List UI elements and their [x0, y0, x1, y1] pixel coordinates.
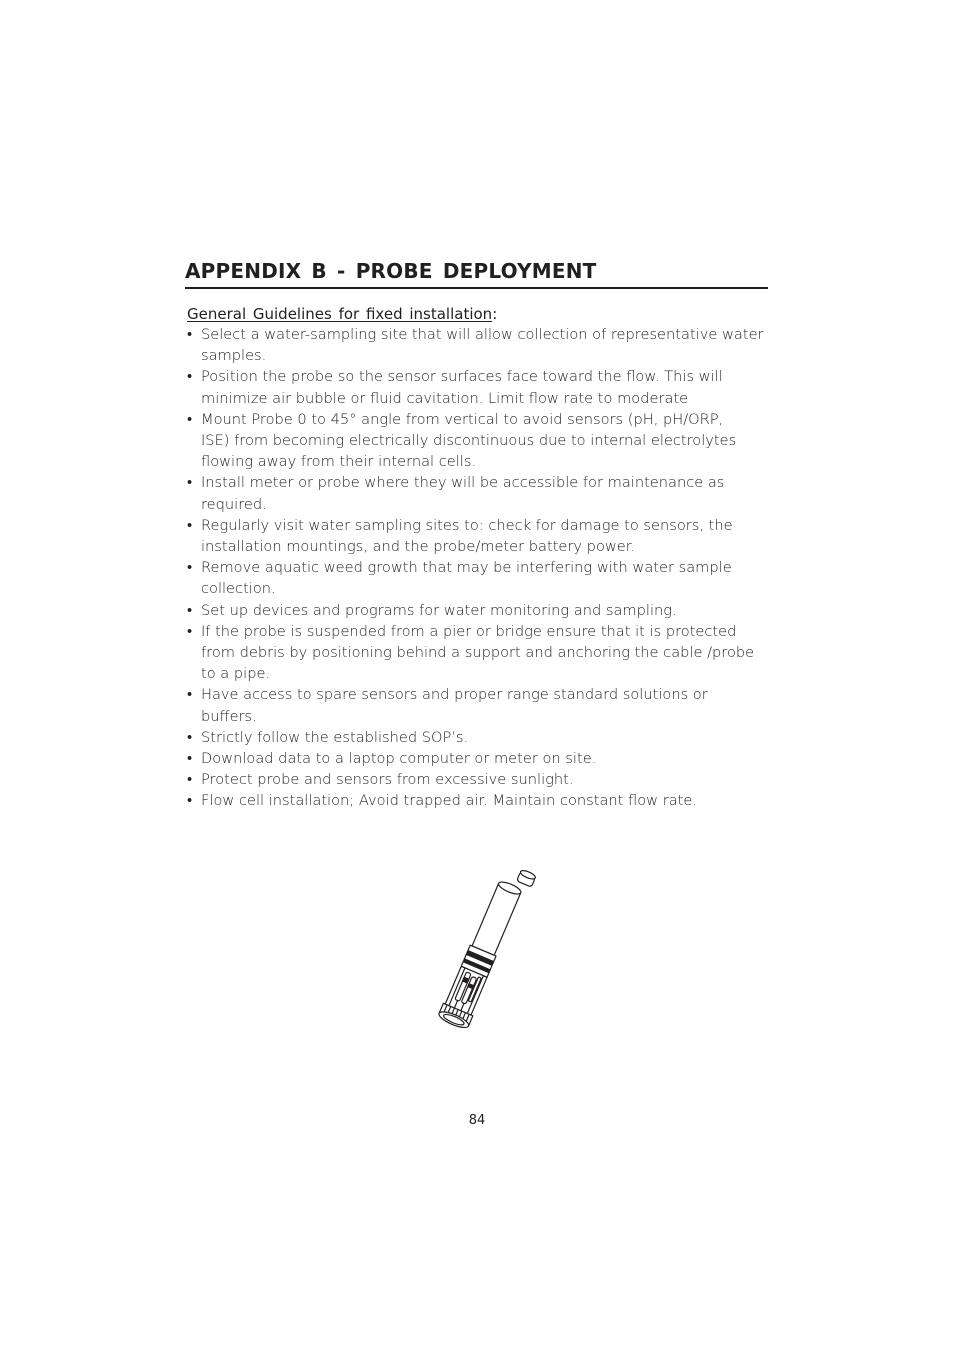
list-item-text: If the probe is suspended from a pier or bridge ensure that it is protected from debris by positioning behind a support and anchoring the cable /probe to a pipe. — [201, 622, 755, 683]
bullet-marker: • — [187, 410, 193, 428]
list-item — [187, 748, 787, 769]
bullet-marker: • — [187, 326, 193, 343]
list-item — [187, 790, 787, 811]
list-item-text: Have access to spare sensors and proper range standard solutions or buffers. — [201, 686, 708, 725]
list-item — [187, 621, 787, 685]
bullet-marker: • — [187, 601, 193, 619]
list-item — [187, 769, 787, 790]
section-subheading — [187, 304, 497, 324]
list-item-text: Set up devices and programs for water monitoring and sampling. — [201, 601, 677, 619]
list-item-text: Protect probe and sensors from excessive sunlight. — [201, 771, 574, 789]
bullet-marker: • — [187, 728, 193, 746]
list-item-text: Position the probe so the sensor surfaces face toward the flow. This will minimize air bubble or fluid cavitation. Limit flow rate to moderate — [201, 368, 723, 407]
list-item — [187, 472, 787, 514]
list-item-text: Download data to a laptop computer or meter on site. — [201, 750, 597, 768]
list-item — [187, 600, 787, 621]
bullet-marker: • — [187, 516, 193, 534]
list-item-text: Strictly follow the established SOP’s. — [201, 728, 469, 746]
list-item-text: Mount Probe 0 to 45° angle from vertical to avoid sensors (pH, pH/ORP, ISE) from becoming electrically discontinuous due to internal electrolytes flowing away from their internal cells. — [201, 410, 737, 471]
list-item — [187, 324, 787, 366]
list-item — [187, 557, 787, 599]
subheading-colon: : — [492, 305, 498, 323]
page-number: 84 — [468, 1113, 486, 1128]
list-item — [187, 684, 787, 726]
bullet-marker: • — [187, 559, 193, 577]
list-item-text: Install meter or probe where they will be accessible for maintenance as required. — [201, 474, 725, 513]
bullet-marker: • — [187, 771, 193, 789]
list-item-text: Flow cell installation; Avoid trapped air. Maintain constant flow rate. — [201, 792, 698, 810]
bullet-marker: • — [187, 622, 193, 640]
page-heading: APPENDIX B - PROBE DEPLOYMENT — [185, 259, 597, 283]
bullet-marker: • — [187, 750, 193, 768]
bullet-marker: • — [187, 792, 193, 810]
list-item-text: Remove aquatic weed growth that may be interfering with water sample collection. — [201, 559, 732, 598]
heading-rule — [185, 287, 768, 289]
bullet-marker: • — [187, 686, 193, 704]
list-item — [187, 727, 787, 748]
subheading-title: General Guidelines for fixed installation — [187, 305, 493, 323]
list-item — [187, 409, 787, 473]
list-item — [187, 515, 787, 557]
list-item-text: Select a water-sampling site that will allow collection of representative water samples. — [201, 326, 764, 365]
list-item-text: Regularly visit water sampling sites to: check for damage to sensors, the installation mountings, and the probe/meter battery power. — [201, 516, 733, 556]
probe-illustration-icon — [400, 868, 560, 1038]
guidelines-list — [187, 324, 787, 812]
bullet-marker: • — [187, 368, 193, 386]
list-item — [187, 366, 787, 408]
bullet-marker: • — [187, 474, 193, 492]
